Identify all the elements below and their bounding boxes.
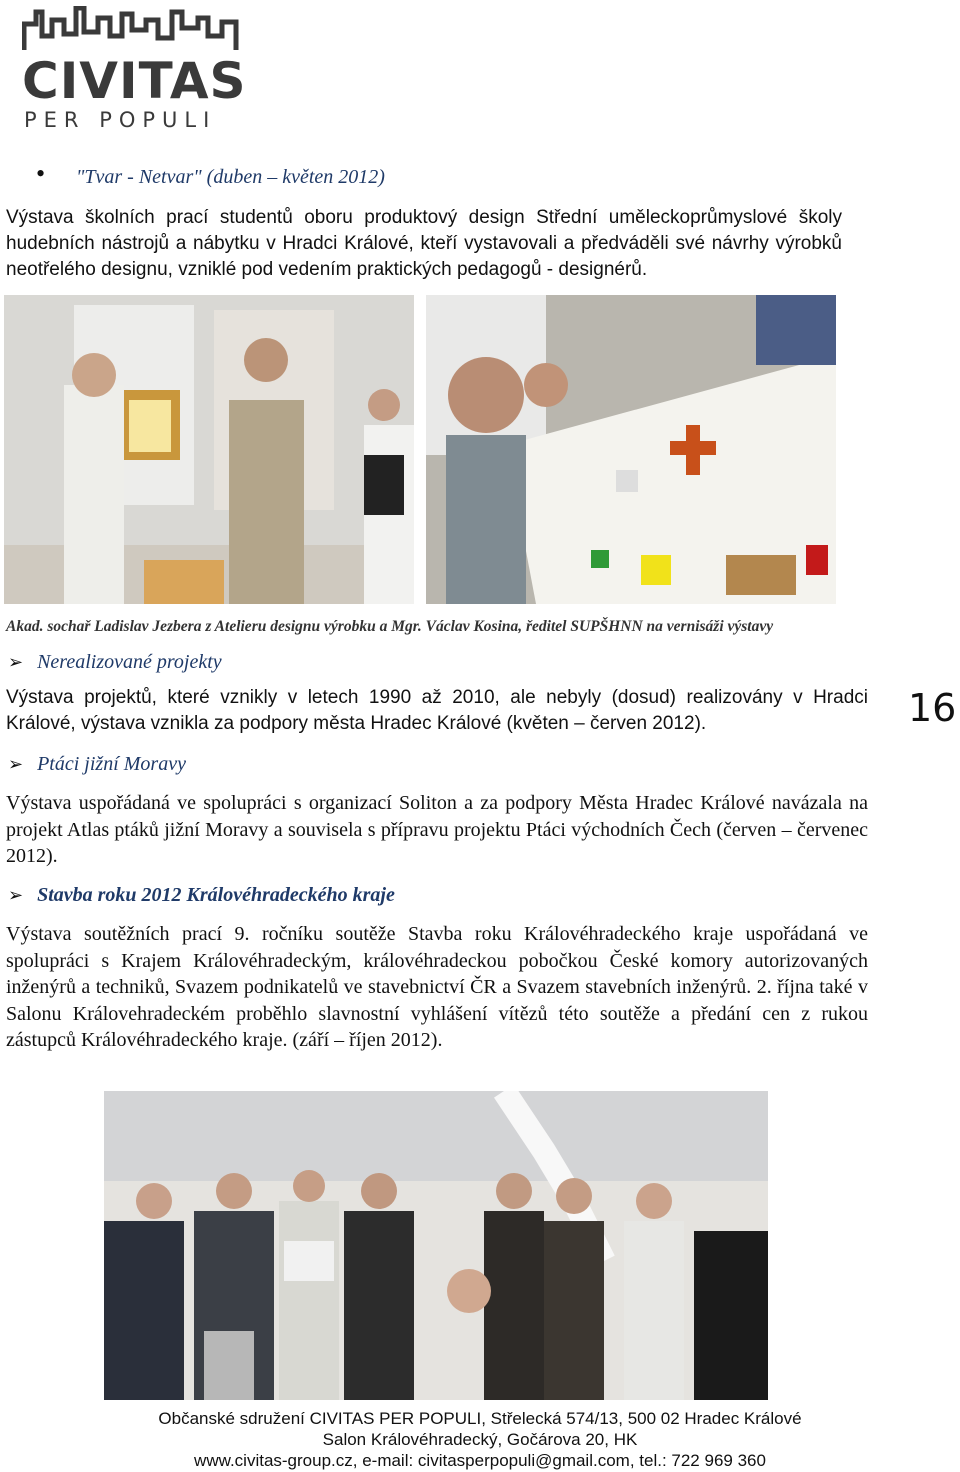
section-heading-nerealizovane	[8, 650, 222, 675]
section-heading-ptaci	[8, 752, 186, 777]
section-text-ptaci: Výstava uspořádaná ve spolupráci s organizací Soliton a za podpory Města Hradec Králové navázala na projekt Atlas ptáků jižní Moravy a souvisela s přípravu projektu Ptáci východních Čech (červen – červenec 2012).	[6, 792, 868, 867]
arrow-icon: ➢	[8, 885, 24, 906]
bullet-dot-icon: •	[36, 159, 46, 188]
footer	[0, 1408, 960, 1471]
arrow-icon: ➢	[8, 754, 24, 775]
page-number: 16	[908, 686, 957, 730]
logo-subtitle: PER POPULI	[24, 108, 217, 132]
intro-paragraph: Výstava školních prací studentů oboru produktový design Střední uměleckoprůmyslové školy hudebních nástrojů a nábytku v Hradci Králové, kteří vystavovali a předváděli své návrhy výrobků neotřelého designu, vzniklé pod vedením praktických pedagogů - designérů.	[6, 207, 842, 280]
arrow-icon: ➢	[8, 652, 24, 673]
section-text-nerealizovane: Výstava projektů, které vznikly v letech 1990 až 2010, ale nebyly (dosud) realizovány v Hradci Králové, výstava vznikla za podpory města Hradec Králové (květen – červen 2012).	[6, 687, 868, 734]
section-heading-text: Nerealizované projekty	[37, 651, 222, 673]
photo-award-ceremony	[104, 1091, 768, 1400]
section-text-stavba: Výstava soutěžních prací 9. ročníku soutěže Stavba roku Královéhradeckého kraje uspořádaná ve spolupráci s Krajem Královéhradeckým, královéhradeckou pobočkou České komory autorizovaných inženýrů a techniků, Svazem podnikatelů ve stavebnictví ČR a Svazem stavebních inženýrů. 2. října také v Salonu Královehradeckém proběhlo slavnostní vyhlášení vítězů této soutěže a předání cen z rukou zástupců Královéhradeckého kraje. (září – říjen 2012).	[6, 923, 868, 1051]
footer-contact: www.civitas-group.cz, e-mail: civitasperpopuli@gmail.com, tel.: 722 969 360	[194, 1451, 766, 1470]
photo-products-table	[426, 295, 836, 604]
photo-caption: Akad. sochař Ladislav Jezbera z Atelieru designu výrobku a Mgr. Václav Kosina, ředitel SUPŠHNN na vernisáži výstavy	[6, 618, 774, 635]
civitas-logo	[22, 6, 247, 134]
section-title-tvar: "Tvar - Netvar" (duben – květen 2012)	[76, 166, 385, 188]
section-heading-text: Ptáci jižní Moravy	[37, 753, 186, 775]
logo-title: CIVITAS	[22, 52, 247, 110]
skyline-icon	[22, 6, 240, 50]
footer-address: Občanské sdružení CIVITAS PER POPULI, Střelecká 574/13, 500 02 Hradec Králové	[158, 1409, 802, 1428]
photo-vernissage	[4, 295, 414, 604]
section-heading-stavba	[8, 883, 395, 908]
footer-salon: Salon Královéhradecký, Gočárova 20, HK	[322, 1430, 638, 1449]
section-heading-text: Stavba roku 2012 Královéhradeckého kraje	[37, 884, 395, 906]
